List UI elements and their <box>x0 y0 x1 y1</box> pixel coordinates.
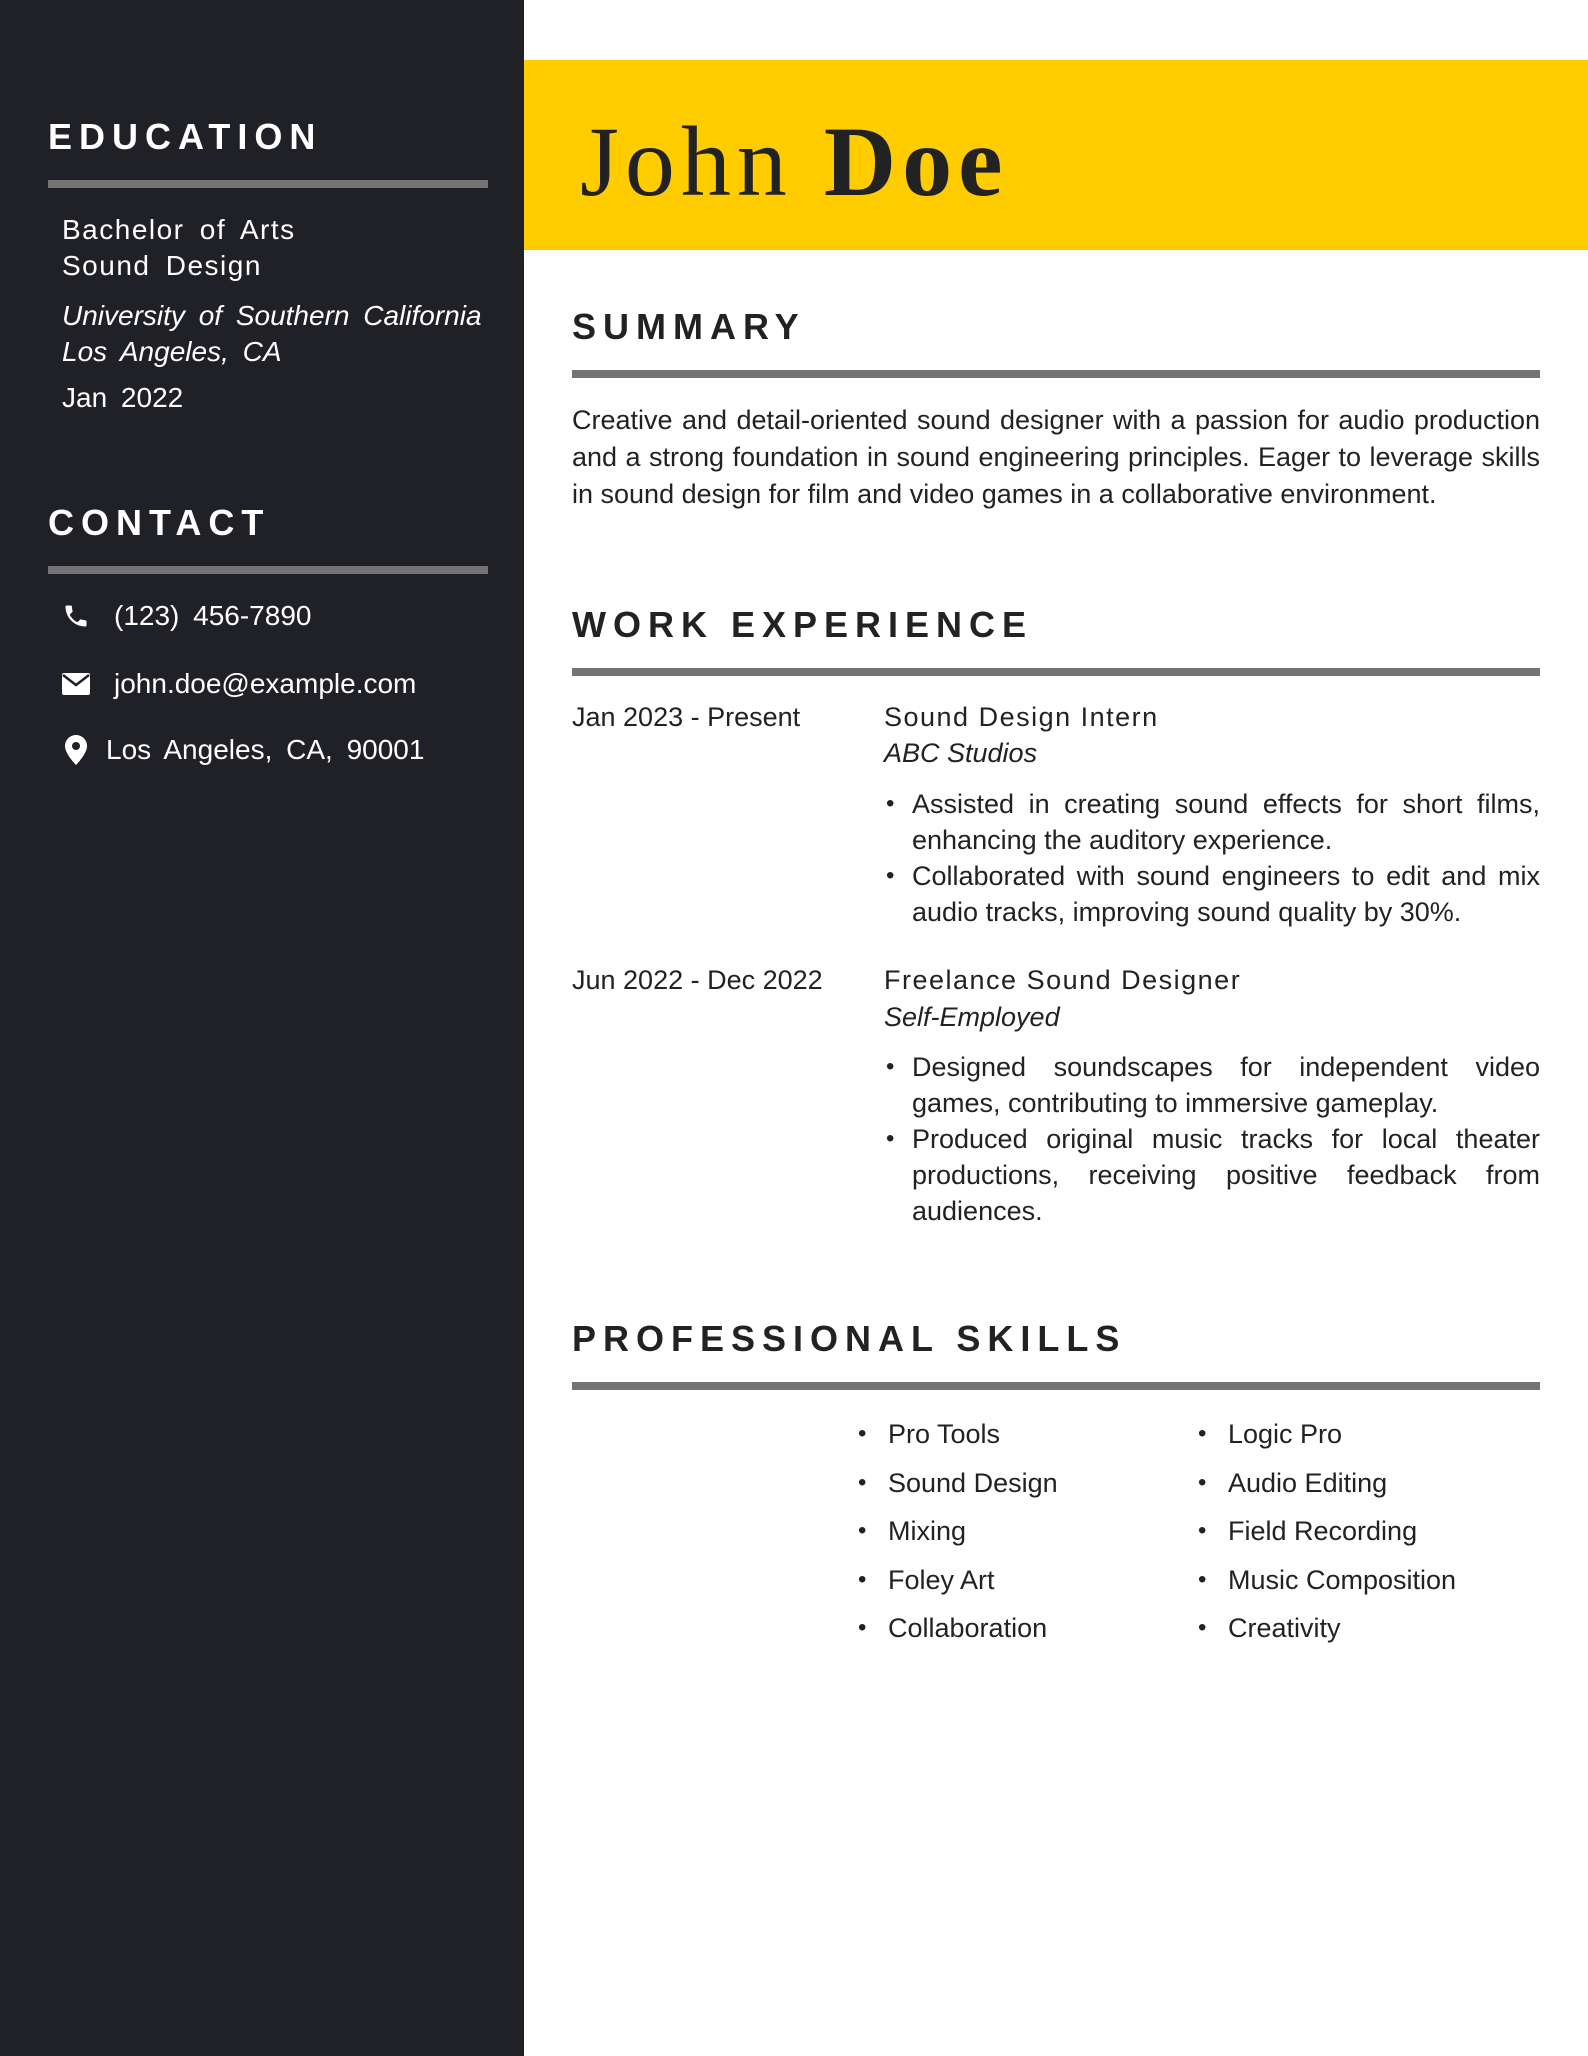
skills-divider <box>572 1382 1540 1390</box>
job-date: Jun 2022 - Dec 2022 <box>572 965 823 995</box>
skill-item: • Foley Art <box>856 1562 1058 1611</box>
skill-item: • Collaboration <box>856 1610 1058 1659</box>
job-title: Freelance Sound Designer <box>884 965 1242 995</box>
job-bullet: • Designed soundscapes for independent video games, contributing to immersive gameplay. <box>884 1049 1540 1121</box>
skill-item: • Logic Pro <box>1196 1416 1456 1465</box>
summary-heading: SUMMARY <box>572 306 806 347</box>
skill-item: • Sound Design <box>856 1465 1058 1514</box>
education-heading: EDUCATION <box>48 116 323 157</box>
education-major: Sound Design <box>62 250 262 281</box>
contact-email <box>60 664 416 704</box>
education-divider <box>48 180 488 188</box>
job-date: Jan 2023 - Present <box>572 702 801 732</box>
skill-item: • Music Composition <box>1196 1562 1456 1611</box>
contact-heading: CONTACT <box>48 502 271 543</box>
skill-item: • Audio Editing <box>1196 1465 1456 1514</box>
job-bullets <box>884 786 1540 930</box>
location-pin-icon <box>60 734 92 766</box>
contact-divider <box>48 566 488 574</box>
sidebar <box>0 0 524 2056</box>
email-address[interactable]: john.doe@example.com <box>114 668 417 699</box>
work-experience-divider <box>572 668 1540 676</box>
first-name: John <box>580 106 793 217</box>
name-banner <box>524 60 1588 250</box>
job-bullet: • Collaborated with sound engineers to edit and mix audio tracks, improving sound quality by 30%. <box>884 858 1540 930</box>
phone-number[interactable]: (123) 456-7890 <box>114 600 312 631</box>
phone-icon <box>60 600 92 632</box>
education-degree: Bachelor of Arts <box>62 214 296 245</box>
skills-heading: PROFESSIONAL SKILLS <box>572 1318 1127 1359</box>
job-bullets <box>884 1049 1540 1229</box>
summary-divider <box>572 370 1540 378</box>
location-text: Los Angeles, CA, 90001 <box>106 734 425 765</box>
job-title: Sound Design Intern <box>884 702 1159 732</box>
skills-list-left <box>856 1416 1058 1659</box>
work-experience-heading: WORK EXPERIENCE <box>572 604 1034 645</box>
education-school: University of Southern California Los Angeles, CA <box>62 300 482 367</box>
job-company: Self-Employed <box>884 1002 1060 1032</box>
job-bullet: • Produced original music tracks for local theater productions, receiving positive feedback from audiences. <box>884 1121 1540 1229</box>
job-company: ABC Studios <box>884 738 1038 768</box>
job-bullet: • Assisted in creating sound effects for short films, enhancing the auditory experience. <box>884 786 1540 858</box>
skill-item: • Creativity <box>1196 1610 1456 1659</box>
education-date: Jan 2022 <box>62 382 184 413</box>
contact-phone <box>60 596 311 636</box>
last-name: Doe <box>823 106 1009 217</box>
full-name <box>580 106 1009 217</box>
email-icon <box>60 668 92 700</box>
skill-item: • Pro Tools <box>856 1416 1058 1465</box>
skills-list-right <box>1196 1416 1456 1659</box>
skill-item: • Mixing <box>856 1513 1058 1562</box>
summary-text: Creative and detail-oriented sound designer with a passion for audio production and a strong foundation in sound engineering principles. Eager to leverage skills in sound design for film and video games in a collaborative environment. <box>572 405 1540 509</box>
skill-item: • Field Recording <box>1196 1513 1456 1562</box>
contact-location <box>60 730 424 770</box>
